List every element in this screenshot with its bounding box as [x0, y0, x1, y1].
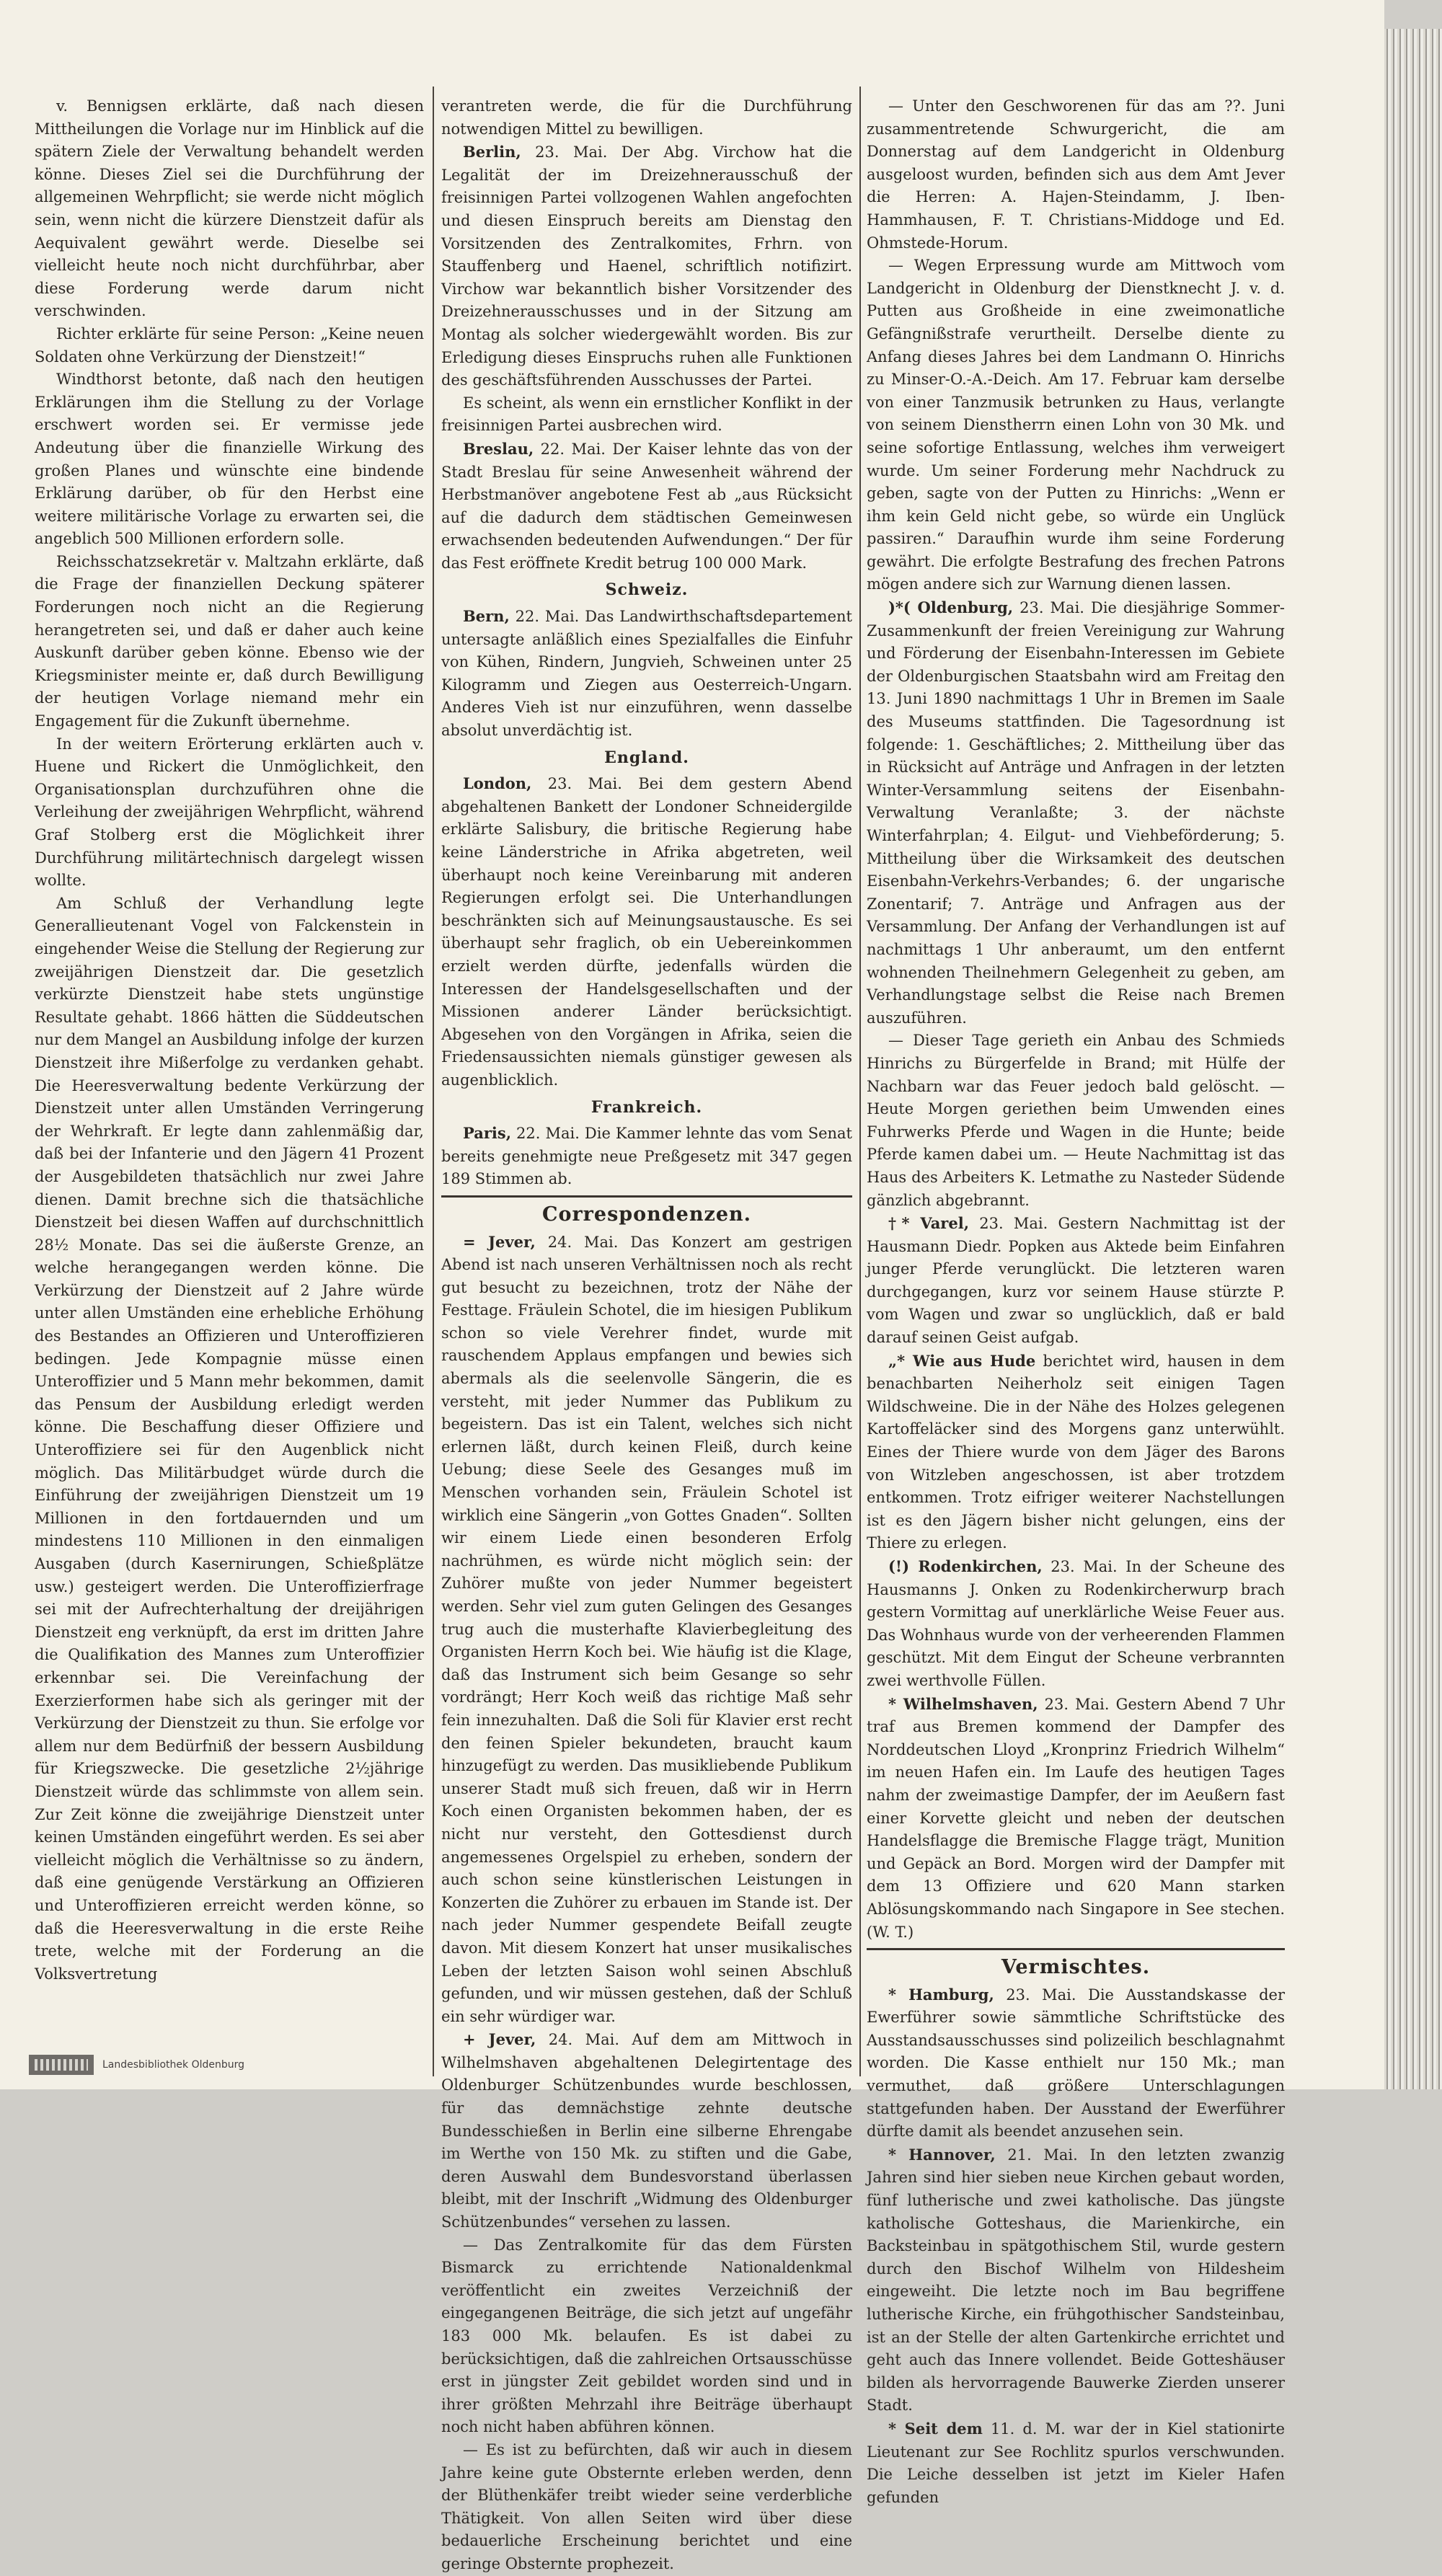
article-paris-text: 22. Mai. Die Kammer lehnte das vom Senat bereits genehmigte neue Preßgesetz mit 347 gegen 189 Stimmen ab. [441, 1125, 852, 1188]
right-article-oldenburg-text: 23. Mai. Die diesjährige Sommer-Zusammenkunft der freien Vereinigung zur Wahrung und Förderung der Eisenbahn-Interessen im Gebiete der Oldenburgischen Staatsbahn wird am Freitag den 13. Juni 1890 nachmittags 1 Uhr in Bremen im Saale des Museums stattfinden. Die Tagesordnung ist folgende: 1. Geschäftliches; 2. Mittheilung über das in Rücksicht auf Anträge und Anfragen in der letzten Winter-Versammlung seitens der Eisenbahn-Verwaltung Veranlaßte; 3. der nächste Winterfahrplan; 4. Eilgut- und Viehbeförderung; 5. Mittheilung über die Wirksamkeit des deutschen Eisenbahn-Verkehrs-Verbandes; 6. der ungarische Zonentarif; 7. Anträge und Anfragen aus der Versammlung. Der Anfang der Verhandlungen ist auf nachmittags 1 Uhr anberaumt, um den entfernt wohnenden Theilnehmern Gelegenheit zu geben, am Verhandlungstage selbst die Reise nach Bremen auszuführen. [867, 599, 1285, 1027]
corr-jever-1 [441, 1231, 852, 2029]
article-paris [441, 1122, 852, 1191]
place-hude: „* Wie aus Hude [888, 1351, 1036, 1370]
place-hannover: * Hannover, [888, 2145, 996, 2164]
place-wilhelmshaven: * Wilhelmshaven, [888, 1694, 1038, 1713]
place-rodenkirchen: (!) Rodenkirchen, [888, 1557, 1043, 1575]
heading-frankreich: Frankreich. [590, 1097, 703, 1117]
left-paragraph-3: Windthorst betonte, daß nach den heutigen Erklärungen ihm die Stellung zu der Vorlage erschwert worden sei. Er vermisse jede Andeutung über die finanzielle Wirkung des großen Planes und wünschte eine bindende Erklärung darüber, ob für den Herbst eine weitere militärische Vorlage zu erwarten sei, die angeblich 500 Millionen erfordern solle. [35, 371, 424, 548]
footer [29, 2055, 244, 2075]
verm-hamburg [867, 1983, 1285, 2143]
right-article-varel-text: 23. Mai. Gestern Nachmittag ist der Hausmann Diedr. Popken aus Aktede beim Einfahren junger Pferde verunglückt. Die letzteren waren durchgegangen, kurz vor seinem Hause stürzte P. vom Wagen und zwar so unglücklich, daß er bald darauf seinen Geist aufgab. [867, 1215, 1285, 1347]
article-breslau [441, 438, 852, 575]
right-article-wilhelmshaven [867, 1693, 1285, 1944]
right-article-hude [867, 1350, 1285, 1555]
right-article-4: — Dieser Tage gerieth ein Anbau des Schmieds Hinrichs zu Bürgerfelde in Brand; mit Hülfe der Nachbarn war das Feuer jedoch bald gelöscht. — Heute Morgen geriethen beim Umwenden eines Fuhrwerks Pferde und Wagen in die Hunte; beide Pferde kamen dabei um. — Heute Nachmittag ist das Haus des Arbeiters K. Letmathe zu Nasteder Südende gänzlich abgebrannt. [867, 1032, 1285, 1209]
corr-obsternte: — Es ist zu befürchten, daß wir auch in diesem Jahre keine gute Obsternte erleben werden, denn der Blüthenkäfer treibt wieder seine verderbliche Thätigkeit. Von allen Seiten wird über diese bedauerliche Erscheinung berichtet und eine geringe Obsternte prophezeit. [441, 2440, 852, 2572]
place-hamburg: * Hamburg, [888, 1985, 994, 2004]
place-varel: †* Varel, [888, 1214, 970, 1233]
article-berlin-text: 23. Mai. Der Abg. Virchow hat die Legalität der im Dreizehnerausschuß der freisinnigen Partei vollzogenen Wahlen angefochten und diesen Einspruch bereits am Dienstag den Vorsitzenden des Zentralkomites, Frhrn. von Stauffenberg und Haenel, schriftlich notifizirt. Virchow war bekanntlich bisher Vorsitzender des Dreizehnerausschusses und in der Sitzung am Montag als solcher wiedergewählt worden. Bis zur Erledigung dieses Einspruchs ruhen alle Funktionen des geschäftsführenden Ausschusses der Partei. [441, 143, 852, 389]
article-berlin-2: Es scheint, als wenn ein ernstlicher Konflikt in der freisinnigen Partei ausbrechen wird. [441, 394, 852, 435]
article-london-text: 23. Mai. Bei dem gestern Abend abgehaltenen Bankett der Londoner Schneidergilde erklärte Salisbury, die britische Regierung habe keine Länderstriche in Afrika abgetreten, weil überhaupt noch keine Vereinbarung mit anderen Regierungen erfolgt sei. Die Unterhandlungen beschränkten sich auf Meinungsaustausche. Es sei überhaupt sehr fraglich, ob ein Uebereinkommen erzielt werden dürfte, jedenfalls würden die Interessen der Handelsgesellschaften und der Missionen anderer Länder berücksichtigt. Abgesehen von den Vorgängen in Afrika, seien die Friedensaussichten niemals günstiger gewesen als augenblicklich. [441, 775, 852, 1089]
heading-correspondenzen: Correspondenzen. [541, 1203, 752, 1226]
article-breslau-text: 22. Mai. Der Kaiser lehnte das von der Stadt Breslau für seine Anwesenheit während der Herbstmanöver angebotene Fest ab „aus Rücksicht auf die dadurch dem städtischen Gemeinwesen erwachsenden bedeutenden Aufwendungen.“ Der für das Fest eröffnete Kredit betrug 100 000 Mark. [441, 440, 852, 572]
left-paragraph-5: In der weitern Erörterung erklärten auch v. Huene und Rickert die Unmöglichkeit, den Organisationsplan durchzuführen ohne die Verleihung der zweijährigen Wehrpflicht, während Graf Stolberg erst die Möglichkeit ihrer Durchführung militärtechnisch dargelegt wissen wollte. [35, 735, 424, 890]
place-kiel: * Seit dem [888, 2419, 983, 2438]
place-paris: Paris, [463, 1124, 512, 1143]
place-jever-2: + Jever, [463, 2030, 536, 2049]
heading-vermischtes: Vermischtes. [1001, 1956, 1151, 1979]
library-name: Landesbibliothek Oldenburg [102, 2059, 245, 2071]
page-edge-stack [1384, 29, 1442, 2089]
left-paragraph-4: Reichsschatzsekretär v. Maltzahn erklärte, daß die Frage der finanziellen Deckung späterer Forderungen noch nicht an die Regierung herangetreten sei, und daß er daher auch keine Auskunft darüber geben könne. Ebenso wie der Kriegsminister meinte er, daß durch Bewilligung der heutigen Vorlage niemand mehr ein Engagement für die Zukunft übernehme. [35, 552, 424, 730]
column-divider-2 [859, 87, 861, 2076]
left-column [35, 95, 424, 2056]
place-oldenburg: )*( Oldenburg, [888, 598, 1014, 617]
place-berlin: Berlin, [463, 143, 521, 161]
verm-hannover [867, 2143, 1285, 2417]
middle-column [441, 95, 852, 2572]
verm-hannover-text: 21. Mai. In den letzten zwanzig Jahren sind hier sieben neue Kirchen gebaut worden, fünf lutherische und zwei katholische. Das jüngste katholische Gotteshaus, die Marienkirche, ein Backsteinbau in spätgothischem Stil, wurde gestern durch den Bischof Wilhelm von Hildesheim eingeweiht. Die letzte noch im Bau begriffene lutherische Kirche, ein frühgothischer Sandsteinbau, ist an der Stelle der alten Gartenkirche errichtet und geht auch das Innere vollendet. Beide Gotteshäuser bilden als hervorragende Bauwerke Zierden unserer Stadt. [867, 2146, 1285, 2415]
place-london: London, [463, 774, 532, 793]
place-breslau: Breslau, [463, 439, 534, 458]
left-paragraph-2: Richter erklärte für seine Person: „Keine neuen Soldaten ohne Verkürzung der Dienstzeit!“ [35, 324, 424, 366]
article-bern [441, 605, 852, 743]
corr-jever-2-text: 24. Mai. Auf dem am Mittwoch in Wilhelmshaven abgehaltenen Delegirtentage des Oldenburger Schützenbundes wurde beschlossen, für das demnächstige zehnte deutsche Bundesschießen in Berlin eine silberne Ehrengabe im Werthe von 150 Mk. zu stiften und die Gabe, deren Auswahl dem Bundesvorstand überlassen bleibt, mit der Inschrift „Widmung des Oldenburger Schützenbundes“ versehen zu lassen. [441, 2031, 852, 2231]
verm-hamburg-text: 23. Mai. Die Ausstandskasse der Ewerführer sowie sämmtliche Schriftstücke des Ausstandsausschusses sind polizeilich beschlagnahmt worden. Die Kasse enthielt nur 150 Mk.; man vermuthet, daß größere Unterschlagungen stattgefunden haben. Der Ausstand der Ewerführer dürfte damit als beendet anzusehen sein. [867, 1986, 1285, 2141]
column-divider-1 [433, 87, 434, 2076]
heading-england: England. [604, 748, 689, 767]
article-berlin [441, 141, 852, 392]
place-jever-1: = Jever, [463, 1232, 536, 1251]
verm-kiel [867, 2417, 1285, 2509]
corr-jever-2 [441, 2028, 852, 2234]
corr-bismarck: — Das Zentralkomite für das dem Fürsten Bismarck zu errichtende Nationaldenkmal veröffentlicht ein zweites Verzeichniß der eingegangenen Beiträge, die sich jetzt auf ungefähr 183 000 Mk. belaufen. Es ist dabei zu berücksichtigen, daß die zahlreichen Ortsausschüsse erst in jüngster Zeit gebildet worden sind und in ihrer größten Mehrzahl ihre Beiträge überhaupt noch nicht haben abführen können. [441, 2236, 852, 2436]
section-rule-right [867, 1948, 1285, 1950]
left-paragraph-1: v. Bennigsen erklärte, daß nach diesen Mittheilungen die Vorlage nur im Hinblick auf die spätern Ziele der Verwaltung behandelt werden könne. Dieses Ziel sei die Durchführung der allgemeinen Wehrpflicht; sie werde nicht möglich sein, wenn nicht die kürzere Dienstzeit dafür als Aequivalent gewährt werde. Dieselbe sei vielleicht heute noch nicht durchführbar, aber diese Forderung werde darum nicht verschwinden. [35, 97, 424, 320]
article-london [441, 772, 852, 1092]
right-article-rodenkirchen [867, 1555, 1285, 1693]
right-column [867, 95, 1285, 2506]
right-article-wilhelmshaven-text: 23. Mai. Gestern Abend 7 Uhr traf aus Bremen kommend der Dampfer des Norddeutschen Lloyd „Kronprinz Friedrich Wilhelm“ im neuen Hafen ein. Im Laufe des heutigen Tages nahm der zweimastige Dampfer, der im Aeußern fast einer Korvette gleicht und neben der deutschen Handelsflagge die Bremische Flagge trägt, Munition und Gepäck an Bord. Morgen wird der Dampfer mit dem 13 Offiziere und 620 Mann starken Ablösungskommando nach Singapore in See stechen. (W. T.) [867, 1695, 1285, 1941]
library-logo-icon [29, 2055, 94, 2075]
section-rule [441, 1195, 852, 1198]
mid-continuation: verantreten werde, die für die Durchführung notwendigen Mittel zu bewilligen. [441, 97, 852, 138]
right-article-varel [867, 1212, 1285, 1350]
right-article-rodenkirchen-text: 23. Mai. In der Scheune des Hausmanns J. Onken zu Rodenkircherwurp brach gestern Vormittag auf unerklärliche Weise Feuer aus. Das Wohnhaus wurde von der verheerenden Flammen geschützt. Mit dem Eingut der Scheune verbrannten zwei werthvolle Füllen. [867, 1558, 1285, 1689]
heading-schweiz: Schweiz. [605, 580, 689, 600]
corr-jever-1-text: 24. Mai. Das Konzert am gestrigen Abend ist nach unseren Verhältnissen noch als recht gut besucht zu bezeichnen, trotz der Nähe der Festtage. Fräulein Schotel, die im hiesigen Publikum schon so viele Verehrer findet, wurde mit rauschendem Applaus empfangen und bewies sich abermals als die seelenvolle Sängerin, die es versteht, mit jeder Nummer das Publikum zu begeistern. Das ist ein Talent, welches sich nicht erlernen läßt, durch keinen Fleiß, durch keine Uebung; diese Seele des Gesanges muß im Menschen vorhanden sein, Fräulein Schotel ist wirklich eine Sängerin „von Gottes Gnaden“. Sollten wir einem Liede einen besonderen Erfolg nachrühmen, es würde nicht möglich sein: der Zuhörer mußte von jeder Nummer begeistert werden. Sehr viel zum guten Gelingen des Gesanges trug auch die musterhafte Klavierbegleitung des Organisten Herrn Koch bei. Wie häufig ist die Klage, daß das Instrument sich beim Gesange so sehr vordrängt; Herr Koch weiß das richtige Maß sehr fein innezuhalten. Daß die Soli für Klavier erst recht den feinen Spieler bekundeten, braucht kaum hinzugefügt zu werden. Das musikliebende Publikum unserer Stadt muß sich freuen, daß wir in Herrn Koch einen Organisten bekommen haben, der es nicht nur versteht, den Gottesdienst durch angemessenes Orgelspiel zu erheben, sondern der auch schon seine künstlerischen Leistungen in Konzerten die Zuhörer zu erbauen im Stande ist. Der nach jeder Nummer gespendete Beifall zeugte davon. Mit diesem Konzert hat unser musikalisches Leben der letzten Saison wohl seinen Abschluß gefunden, und wir müssen gestehen, daß der Schluß ein sehr würdiger war. [441, 1233, 852, 2025]
article-bern-text: 22. Mai. Das Landwirthschaftsdepartement untersagte anläßlich eines Spezialfalles die Einfuhr von Kühen, Rindern, Jungvieh, Schweinen unter 25 Kilogramm und Ziegen aus Oesterreich-Ungarn. Anderes Vieh ist nur einzuführen, wenn dasselbe absolut unverdächtig ist. [441, 608, 852, 740]
verm-kiel-text: 11. d. M. war der in Kiel stationirte Lieutenant zur See Rochlitz spurlos verschwunden. Die Leiche desselben ist jetzt im Kieler Hafen gefunden [867, 2420, 1285, 2506]
right-article-oldenburg [867, 596, 1285, 1030]
right-article-2: — Wegen Erpressung wurde am Mittwoch vom Landgericht in Oldenburg der Dienstknecht J. v. d. Putten aus Großheide in eine zweimonatliche Gefängnißstrafe verurtheilt. Derselbe diente zu Anfang dieses Jahres bei dem Landmann O. Hinrichs zu Minser-O.-A.-Deich. Am 17. Februar kam derselbe von einer Tanzmusik betrunken zu Haus, verlangte von seinem Dienstherrn einen Lohn von 30 Mk. und seine sofortige Entlassung, welches ihm verweigert wurde. Um seiner Forderung mehr Nachdruck zu geben, sagte von der Putten zu Hinrichs: „Wenn er ihm kein Geld nicht gebe, so würde ein Unglück passiren.“ Daraufhin wurde ihm seine Forderung gewährt. Die erfolgte Bestrafung des frechen Patrons mögen andere sich zur Warnung dienen lassen. [867, 257, 1285, 593]
place-bern: Bern, [463, 607, 510, 626]
left-paragraph-6: Am Schluß der Verhandlung legte Generallieutenant Vogel von Falckenstein in eingehender Weise die Stellung der Regierung zur zweijährigen Dienstzeit dar. Die gesetzlich verkürzte Dienstzeit habe stets ungünstige Resultate gehabt. 1866 hätten die Süddeutschen nur dem Mangel an Ausbildung infolge der kurzen Dienstzeit ihre Mißerfolge zu verdanken gehabt. Die Heeresverwaltung bedente Verkürzung der Dienstzeit unter allen Umständen Verringerung der Wehrkraft. Er legte dann zahlenmäßig dar, daß bei der Infanterie und den Jägern 41 Prozent der Ausgebildeten thatsächlich nur zwei Jahre dienen. Damit brechne sich die thatsächliche Dienstzeit bei diesen Waffen auf durchschnittlich 28½ Monate. Das sei die äußerste Grenze, an welche herangegangen werden könne. Die Verkürzung der Dienstzeit auf 2 Jahre würde unter allen Umständen eine erhebliche Erhöhung des Bestandes an Offizieren und Unteroffizieren bedingen. Jede Kompagnie müsse einen Unteroffizier und 5 Mann mehr bekommen, damit das Pensum der Ausbildung erledigt werden könne. Die Beschaffung dieser Offiziere und Unteroffiziere sei für den Augenblick nicht möglich. Das Militärbudget würde durch die Einführung der zweijährigen Dienstzeit um 19 Millionen in den fortdauernden und um mindestens 110 Millionen in den einmaligen Ausgaben (durch Kasernirungen, Schießplätze usw.) gesteigert werden. Die Unteroffizierfrage sei mit der Aufrechterhaltung der dreijährigen Dienstzeit eng verknüpft, da erst im dritten Jahre die Qualifikation des Mannes zum Unteroffizier erkennbar sei. Die Vereinfachung der Exerzierformen habe sich als geringer mit der Verkürzung der Dienstzeit zu thun. Sie erfolge vor allem nur dem Bedürfniß der bessern Ausbildung für Kriegszwecke. Die gesetzliche 2½jährige Dienstzeit würde das schlimmste von allem sein. Zur Zeit könne die zweijährige Dienstzeit unter keinen Umständen eingeführt werden. Es sei aber vielleicht möglich die Verhältnisse so zu ändern, daß eine genügende Verstärkung an Offizieren und Unteroffizieren erreicht werden könne, so daß die Heeresverwaltung in die erste Reihe trete, welche mit der Forderung an die Volksvertretung [35, 894, 424, 1983]
right-article-1: — Unter den Geschworenen für das am ??. Juni zusammentretende Schwurgericht, die am Donnerstag auf dem Landgericht in Oldenburg ausgeloost wurden, befinden sich aus dem Amt Jever die Herren: A. Hajen-Steindamm, J. Iben-Hammhausen, F. T. Christians-Middoge und Ed. Ohmstede-Horum. [867, 97, 1285, 252]
right-article-hude-text: berichtet wird, hausen in dem benachbarten Neiherholz seit einigen Tagen Wildschweine. Die in der Nähe des Holzes gelegenen Kartoffeläcker sind des Morgens ganz unterwühlt. Eines der Thiere wurde von dem Jäger des Barons von Witzleben angeschossen, ist aber trotzdem entkommen. Trotz eifriger weiterer Nachstellungen ist es den Jägern bisher nicht gelungen, eins der Thiere zu erlegen. [867, 1352, 1285, 1552]
